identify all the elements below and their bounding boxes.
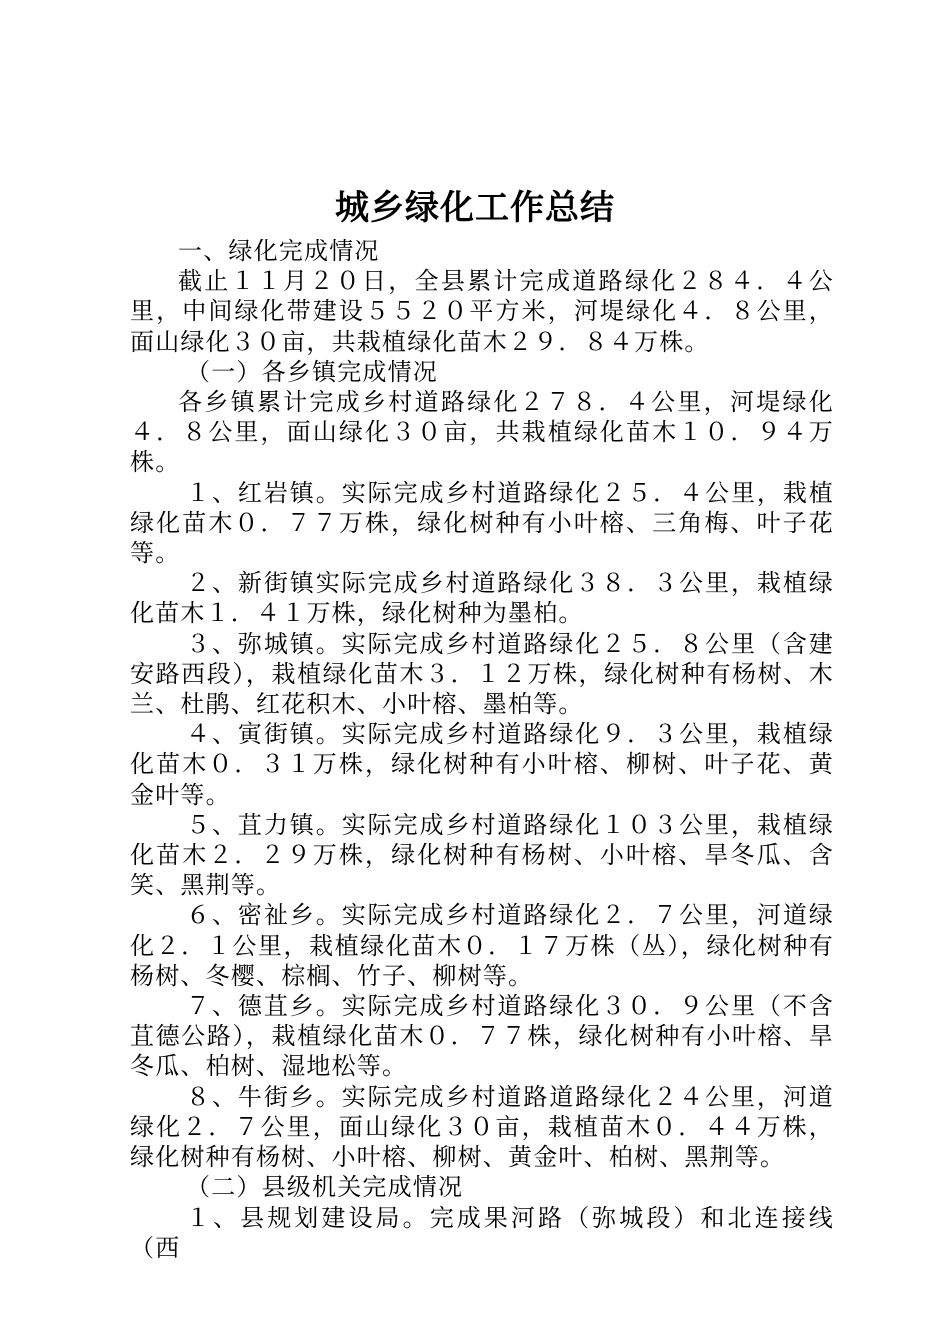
document-title: 城乡绿化工作总结 <box>335 188 615 228</box>
section-heading: 一、绿化完成情况 <box>178 237 380 265</box>
subsection-heading: （一）各乡镇完成情况 <box>186 357 438 386</box>
document-body <box>130 236 834 1263</box>
paragraph: ４、寅街镇。实际完成乡村道路绿化９．３公里，栽植绿化苗木０．３１万株，绿化树种有小叶榕、柳树、叶子花、黄金叶等。 <box>130 720 834 809</box>
paragraph: ２、新街镇实际完成乡村道路绿化３８．３公里，栽植绿化苗木１．４１万株，绿化树种为墨柏。 <box>130 569 834 628</box>
subsection-heading: （二）县级机关完成情况 <box>186 1173 464 1202</box>
paragraph: ５、苴力镇。实际完成乡村道路绿化１０３公里，栽植绿化苗木２．２９万株，绿化树种有杨树、小叶榕、旱冬瓜、含笑、黑荆等。 <box>130 810 834 900</box>
paragraph: １、红岩镇。实际完成乡村道路绿化２５．４公里，栽植绿化苗木０．７７万株，绿化树种有小叶榕、三角梅、叶子花等。 <box>130 478 834 568</box>
paragraph: ３、弥城镇。实际完成乡村道路绿化２５．８公里（含建安路西段），栽植绿化苗木３．１２万株，绿化树种有杨树、木兰、杜鹃、红花积木、小叶榕、墨柏等。 <box>130 629 834 719</box>
paragraph: １、县规划建设局。完成果河路（弥城段）和北连接线（西 <box>130 1203 834 1262</box>
paragraph: ７、德苴乡。实际完成乡村道路绿化３０．９公里（不含苴德公路），栽植绿化苗木０．７７株，绿化树种有小叶榕、旱冬瓜、柏树、湿地松等。 <box>130 992 834 1081</box>
paragraph: ６、密祉乡。实际完成乡村道路绿化２．７公里，河道绿化２．１公里，栽植绿化苗木０．１７万株（丛），绿化树种有杨树、冬樱、棕榈、竹子、柳树等。 <box>130 901 834 990</box>
paragraph: 截止１１月２０日，全县累计完成道路绿化２８４．４公里，中间绿化带建设５５２０平方米，河堤绿化４．８公里，面山绿化３０亩，共栽植绿化苗木２９．８４万株。 <box>130 267 834 356</box>
paragraph: ８、牛街乡。实际完成乡村道路道路绿化２４公里，河道绿化２．７公里，面山绿化３０亩，栽植苗木０．４４万株，绿化树种有杨树、小叶榕、柳树、黄金叶、柏树、黑荆等。 <box>130 1082 834 1172</box>
paragraph: 各乡镇累计完成乡村道路绿化２７８．４公里，河堤绿化４．８公里，面山绿化３０亩，共栽植绿化苗木１０．９４万株。 <box>130 388 834 477</box>
